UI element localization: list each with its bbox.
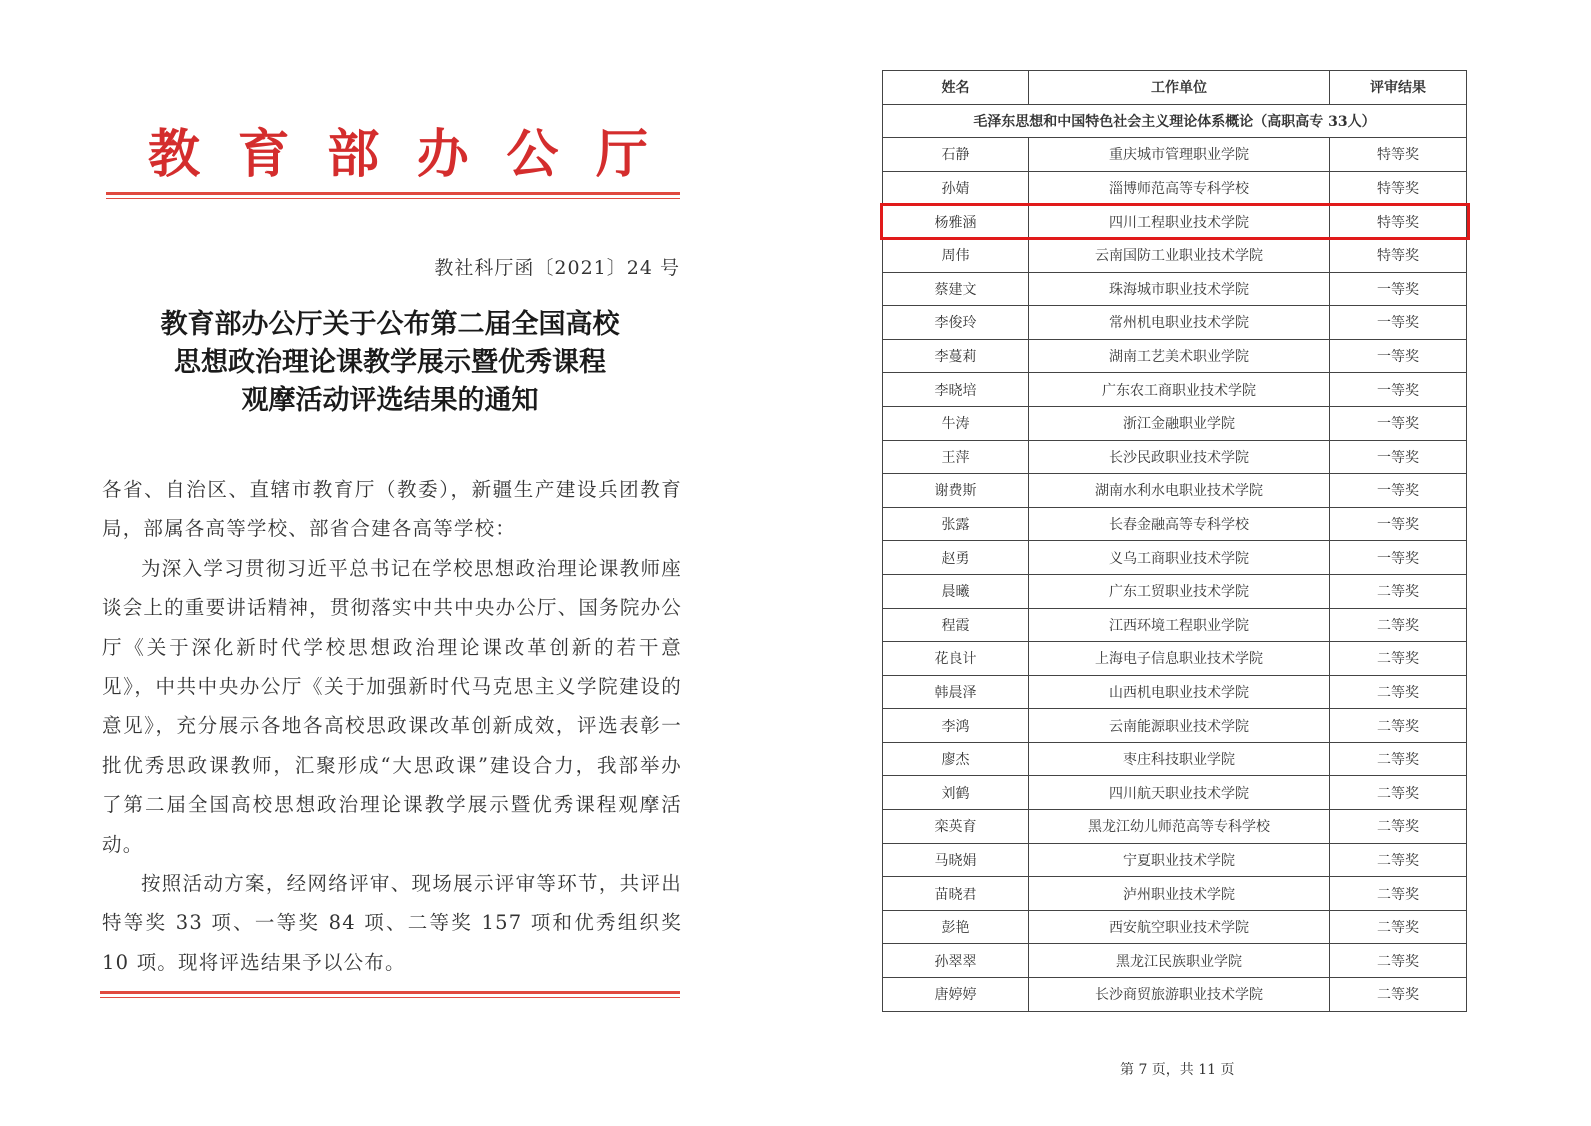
cell-result: 二等奖: [1330, 810, 1467, 844]
cell-unit: 浙江金融职业学院: [1029, 406, 1330, 440]
cell-unit: 湖南水利水电职业技术学院: [1029, 474, 1330, 508]
cell-name: 唐婷婷: [883, 978, 1029, 1012]
cell-name: 晨曦: [883, 574, 1029, 608]
cell-result: 一等奖: [1330, 306, 1467, 340]
cell-unit: 淄博师范高等专科学校: [1029, 171, 1330, 205]
cell-name: 石静: [883, 138, 1029, 172]
cell-unit: 长春金融高等专科学校: [1029, 507, 1330, 541]
office-header-char: 育: [237, 124, 290, 185]
cell-name: 马晓娟: [883, 843, 1029, 877]
table-row: [883, 373, 1467, 407]
cell-result: 二等奖: [1330, 978, 1467, 1012]
category-row: [883, 104, 1467, 138]
cell-result: 特等奖: [1330, 238, 1467, 272]
table-row: [883, 944, 1467, 978]
cell-name: 栾英育: [883, 810, 1029, 844]
cell-unit: 宁夏职业技术学院: [1029, 843, 1330, 877]
cell-name: 孙翠翠: [883, 944, 1029, 978]
cell-name: 王萍: [883, 440, 1029, 474]
body-paragraph: 按照活动方案，经网络评审、现场展示评审等环节，共评出特等奖 33 项、一等奖 84 项、二等奖 157 项和优秀组织奖 10 项。现将评选结果予以公布。: [102, 872, 682, 974]
red-divider-bottom: [100, 991, 680, 994]
office-header-char: 办: [416, 124, 469, 185]
page-number: 第 7 页，共 11 页: [1120, 1062, 1235, 1078]
cell-result: 二等奖: [1330, 574, 1467, 608]
table-row: [883, 339, 1467, 373]
cell-result: 特等奖: [1330, 171, 1467, 205]
table-row: [883, 978, 1467, 1012]
table-row: [883, 138, 1467, 172]
cell-unit: 泸州职业技术学院: [1029, 877, 1330, 911]
cell-result: 二等奖: [1330, 843, 1467, 877]
office-header-char: 公: [506, 124, 559, 185]
table-row: [883, 574, 1467, 608]
table-row: [883, 877, 1467, 911]
cell-unit: 义乌工商职业技术学院: [1029, 541, 1330, 575]
table-row: [883, 171, 1467, 205]
cell-result: 一等奖: [1330, 339, 1467, 373]
cell-name: 牛涛: [883, 406, 1029, 440]
cell-unit: 珠海城市职业技术学院: [1029, 272, 1330, 306]
cell-unit: 四川工程职业技术学院: [1029, 205, 1330, 239]
cell-unit: 云南国防工业职业技术学院: [1029, 238, 1330, 272]
cell-name: 廖杰: [883, 742, 1029, 776]
document-number: 教社科厅函〔2021〕24 号: [434, 257, 680, 279]
cell-result: 特等奖: [1330, 138, 1467, 172]
cell-result: 二等奖: [1330, 675, 1467, 709]
cell-result: 一等奖: [1330, 406, 1467, 440]
table-row: [883, 541, 1467, 575]
table-row: [883, 910, 1467, 944]
table-row: [883, 474, 1467, 508]
cell-unit: 长沙民政职业技术学院: [1029, 440, 1330, 474]
cell-unit: 长沙商贸旅游职业技术学院: [1029, 978, 1330, 1012]
cell-result: 一等奖: [1330, 474, 1467, 508]
cell-name: 赵勇: [883, 541, 1029, 575]
cell-result: 特等奖: [1330, 205, 1467, 239]
cell-result: 二等奖: [1330, 910, 1467, 944]
cell-unit: 广东农工商职业技术学院: [1029, 373, 1330, 407]
cell-result: 二等奖: [1330, 709, 1467, 743]
red-divider-top: [106, 192, 680, 195]
cell-result: 一等奖: [1330, 541, 1467, 575]
title-line: 思想政治理论课教学展示暨优秀课程: [174, 347, 606, 378]
table-row: [883, 406, 1467, 440]
cell-result: 二等奖: [1330, 877, 1467, 911]
cell-result: 一等奖: [1330, 373, 1467, 407]
title-line: 教育部办公厅关于公布第二届全国高校: [160, 309, 620, 340]
cell-unit: 云南能源职业技术学院: [1029, 709, 1330, 743]
document-title: [100, 306, 680, 420]
table-row: [883, 642, 1467, 676]
header-result: 评审结果: [1330, 71, 1467, 105]
category-label: 毛泽东思想和中国特色社会主义理论体系概论（高职高专 33人）: [883, 104, 1467, 138]
cell-unit: 江西环境工程职业学院: [1029, 608, 1330, 642]
addressee: 各省、自治区、直辖市教育厅（教委），新疆生产建设兵团教育局，部属各高等学校、部省合建各高等学校：: [102, 478, 682, 541]
table-row: [883, 507, 1467, 541]
cell-name: 李晓培: [883, 373, 1029, 407]
cell-name: 蔡建文: [883, 272, 1029, 306]
cell-name: 谢费斯: [883, 474, 1029, 508]
cell-unit: 西安航空职业技术学院: [1029, 910, 1330, 944]
table-row: [883, 843, 1467, 877]
office-header-char: 厅: [595, 124, 648, 185]
table-row: [883, 776, 1467, 810]
table-row: [883, 608, 1467, 642]
cell-name: 李蔓莉: [883, 339, 1029, 373]
cell-name: 彭艳: [883, 910, 1029, 944]
cell-unit: 枣庄科技职业学院: [1029, 742, 1330, 776]
body-paragraph: 为深入学习贯彻习近平总书记在学校思想政治理论课教师座谈会上的重要讲话精神，贯彻落实中共中央办公厅、国务院办公厅《关于深化新时代学校思想政治理论课改革创新的若干意见》，中共中央办公厅《关于加强新时代马克思主义学院建设的意见》，充分展示各地各高校思政课改革创新成效，评选表彰一批优秀思政课教师，汇聚形成“大思政课”建设合力，我部举办了第二届全国高校思想政治理论课教学展示暨优秀课程观摩活动。: [102, 556, 682, 856]
cell-result: 一等奖: [1330, 272, 1467, 306]
cell-unit: 重庆城市管理职业学院: [1029, 138, 1330, 172]
title-line: 观摩活动评选结果的通知: [241, 385, 539, 416]
document-body: [102, 470, 682, 982]
cell-name: 刘鹤: [883, 776, 1029, 810]
header-name: 姓名: [883, 71, 1029, 105]
cell-unit: 上海电子信息职业技术学院: [1029, 642, 1330, 676]
red-divider-top-thin: [106, 198, 680, 199]
cell-name: 张露: [883, 507, 1029, 541]
results-table: [882, 70, 1467, 1012]
cell-unit: 四川航天职业技术学院: [1029, 776, 1330, 810]
cell-name: 苗晓君: [883, 877, 1029, 911]
table-row: [883, 238, 1467, 272]
notice-page: [0, 0, 760, 1126]
cell-result: 一等奖: [1330, 507, 1467, 541]
cell-result: 二等奖: [1330, 608, 1467, 642]
header-unit: 工作单位: [1029, 71, 1330, 105]
table-row: [883, 810, 1467, 844]
cell-unit: 黑龙江幼儿师范高等专科学校: [1029, 810, 1330, 844]
red-divider-bottom-thin: [100, 997, 680, 998]
office-header: [148, 112, 648, 187]
table-header-row: [883, 71, 1467, 105]
office-header-char: 教: [148, 124, 201, 185]
table-row: [883, 675, 1467, 709]
cell-name: 李俊玲: [883, 306, 1029, 340]
cell-unit: 广东工贸职业技术学院: [1029, 574, 1330, 608]
cell-name: 杨雅涵: [883, 205, 1029, 239]
cell-unit: 湖南工艺美术职业学院: [1029, 339, 1330, 373]
cell-result: 二等奖: [1330, 776, 1467, 810]
cell-name: 花良计: [883, 642, 1029, 676]
table-row: [883, 709, 1467, 743]
office-header-char: 部: [327, 124, 380, 185]
cell-unit: 常州机电职业技术学院: [1029, 306, 1330, 340]
table-row: [883, 742, 1467, 776]
cell-result: 二等奖: [1330, 944, 1467, 978]
cell-name: 孙婧: [883, 171, 1029, 205]
cell-result: 二等奖: [1330, 642, 1467, 676]
cell-result: 二等奖: [1330, 742, 1467, 776]
cell-unit: 山西机电职业技术学院: [1029, 675, 1330, 709]
cell-name: 程霞: [883, 608, 1029, 642]
table-row: [883, 272, 1467, 306]
cell-result: 一等奖: [1330, 440, 1467, 474]
cell-name: 周伟: [883, 238, 1029, 272]
table-row: [883, 440, 1467, 474]
table-row: [883, 306, 1467, 340]
table-row: [883, 205, 1467, 239]
cell-name: 韩晨泽: [883, 675, 1029, 709]
cell-name: 李鸿: [883, 709, 1029, 743]
cell-unit: 黑龙江民族职业学院: [1029, 944, 1330, 978]
